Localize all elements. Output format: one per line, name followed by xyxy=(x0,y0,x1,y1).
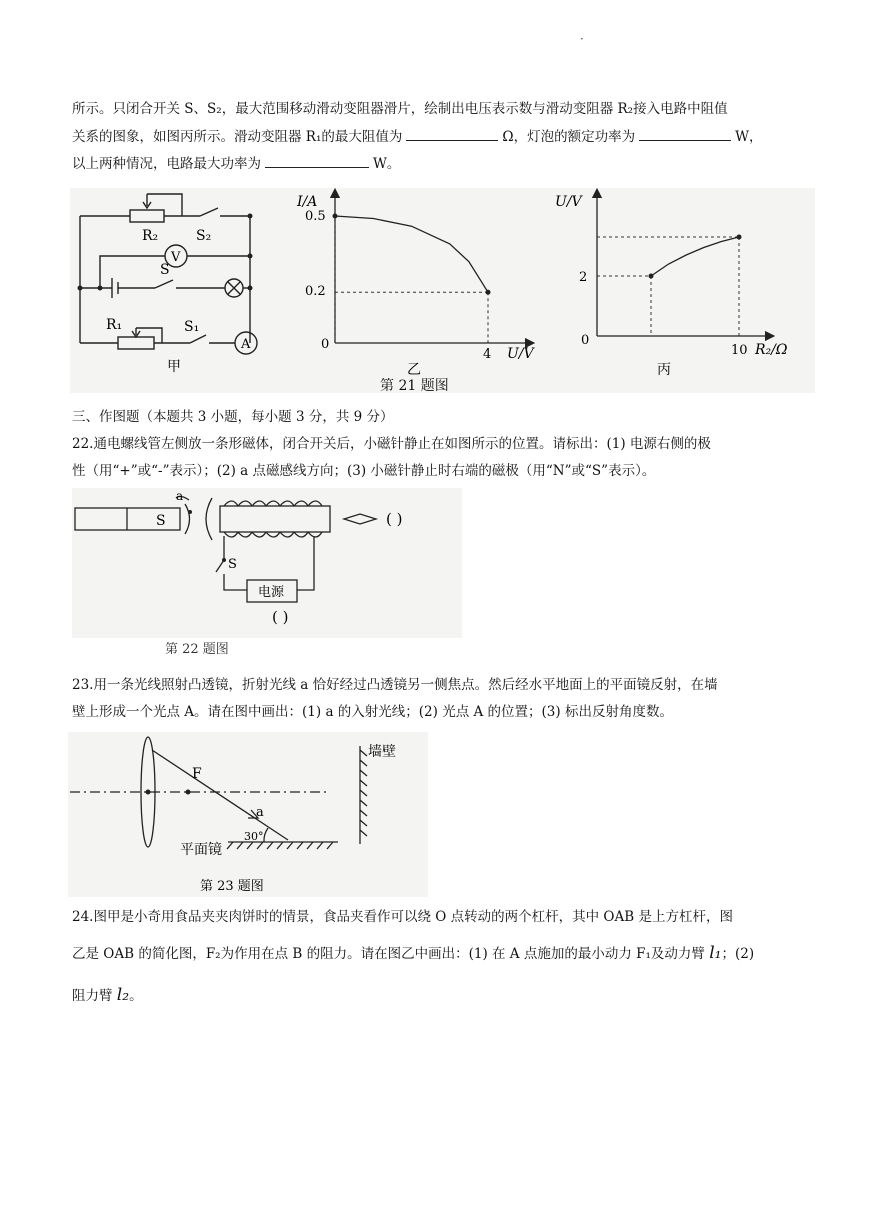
label-mirror: 平面镜 xyxy=(180,842,222,858)
q22-line-2: 性（用“+”或“-”表示）；(2) a 点磁感线方向；(3) 小磁针静止时右端的磁极（用“N”或“S”表示）。 xyxy=(72,463,656,479)
tick-y-2: 2 xyxy=(579,270,588,285)
q23-line-2: 壁上形成一个光点 A。请在图中画出：(1) a 的入射光线；(2) 光点 A 的位置；(3) 标出反射角度数。 xyxy=(72,704,673,720)
q24-line-2b: ；(2) xyxy=(721,946,755,962)
solenoid-diagram xyxy=(72,488,462,638)
solenoid xyxy=(220,506,330,532)
q23-figure xyxy=(68,732,428,897)
q21-line-3a: 以上两种情况，电路最大功率为 xyxy=(72,156,261,172)
q22-line-1: 22.通电螺线管左侧放一条形磁体，闭合开关后，小磁针静止在如图所示的位置。请标出：(1) 电源右侧的极 xyxy=(72,436,711,452)
q23-caption: 第 23 题图 xyxy=(200,879,264,894)
bing-point-1 xyxy=(737,235,742,240)
q21-circuit-figure xyxy=(70,188,285,393)
x-axis-label: R₂/Ω xyxy=(755,342,788,358)
symbol-l1: l₁ xyxy=(709,943,722,963)
q24-line-3b: 。 xyxy=(129,988,143,1004)
answer-blank-r1[interactable] xyxy=(406,127,498,141)
answer-paren-right[interactable]: ( ) xyxy=(386,510,403,528)
tick-x-10: 10 xyxy=(731,343,748,358)
label-r1: R₁ xyxy=(106,317,123,333)
tick-x-4: 4 xyxy=(483,347,492,362)
section-3-heading: 三、作图题（本题共 3 小题，每小题 3 分，共 9 分） xyxy=(72,409,394,425)
tick-origin: 0 xyxy=(321,337,330,352)
label-s1: S₁ xyxy=(184,319,200,335)
bing-point-0 xyxy=(649,274,654,279)
header-dot: · xyxy=(580,32,584,46)
caption-bing: 丙 xyxy=(657,362,671,378)
label-s2: S₂ xyxy=(196,228,212,244)
chart-bing xyxy=(545,188,815,393)
y-axis-label: U/V xyxy=(555,194,582,210)
answer-blank-max-power[interactable] xyxy=(265,154,369,168)
label-s: S xyxy=(160,262,170,278)
lens-mirror-diagram xyxy=(68,732,428,897)
tick-y-0.2: 0.2 xyxy=(305,284,326,299)
q21-graph-yi xyxy=(285,188,545,393)
label-s-magnet: S xyxy=(156,513,166,529)
q23-line-1: 23.用一条光线照射凸透镜，折射光线 a 恰好经过凸透镜另一侧焦点。然后经水平地面上的平面镜反射，在墙 xyxy=(72,677,718,693)
q21-line-2a: 关系的图象，如图丙所示。滑动变阻器 R₁的最大阻值为 xyxy=(72,129,403,145)
y-axis-label: I/A xyxy=(297,194,318,210)
q24-line-1: 24.图甲是小奇用食品夹夹肉饼时的情景，食品夹看作可以绕 O 点转动的两个杠杆，其中 OAB 是上方杠杆，图 xyxy=(72,909,733,925)
voltmeter-label: V xyxy=(171,250,181,265)
compass-needle xyxy=(344,514,376,524)
label-f: F xyxy=(192,766,202,782)
q21-graph-bing xyxy=(545,188,815,393)
circuit-diagram xyxy=(70,188,285,393)
caption-jia: 甲 xyxy=(167,359,181,375)
q21-line-2c: W， xyxy=(735,129,763,145)
q24-line-3a: 阻力臂 xyxy=(72,988,117,1004)
caption-yi: 乙 xyxy=(407,362,421,378)
q21-line-1: 所示。只闭合开关 S、S₂，最大范围移动滑动变阻器滑片，绘制出电压表示数与滑动变阻器 R₂接入电路中阻值 xyxy=(72,101,728,117)
answer-blank-lamp-power[interactable] xyxy=(639,127,731,141)
label-power: 电源 xyxy=(258,585,285,600)
label-s-switch: S xyxy=(228,557,237,572)
q24-line-2 xyxy=(72,944,754,963)
q21-figure-caption: 第 21 题图 xyxy=(380,378,449,394)
symbol-l2: l₂ xyxy=(116,985,130,1005)
tick-origin: 0 xyxy=(581,333,590,348)
series-line-yi xyxy=(335,216,488,292)
ammeter-label: A xyxy=(241,337,251,352)
q21-line-3 xyxy=(72,154,400,173)
yi-point-1 xyxy=(486,290,491,295)
q21-line-3b: W。 xyxy=(373,156,401,172)
q22-figure xyxy=(72,488,462,638)
q21-line-2b: Ω，灯泡的额定功率为 xyxy=(502,129,636,145)
label-angle: 30° xyxy=(244,830,264,843)
ray-a xyxy=(152,750,288,840)
q22-figure-caption: 第 22 题图 xyxy=(165,642,229,657)
chart-yi xyxy=(285,188,545,393)
answer-paren-bottom[interactable]: ( ) xyxy=(272,608,289,626)
label-a: a xyxy=(176,489,184,503)
label-a: a xyxy=(256,805,264,820)
yi-point-0 xyxy=(333,214,338,219)
series-line-bing xyxy=(651,237,739,276)
tick-y-0.5: 0.5 xyxy=(305,209,326,224)
q24-line-2a: 乙是 OAB 的简化图，F₂为作用在点 B 的阻力。请在图乙中画出：(1) 在 A 点施加的最小动力 F₁及动力臂 xyxy=(72,946,710,962)
q21-line-2 xyxy=(72,127,762,146)
q24-line-3 xyxy=(72,986,143,1005)
label-r2: R₂ xyxy=(142,228,159,244)
focal-point xyxy=(186,790,191,795)
label-wall: 墙壁 xyxy=(368,744,396,760)
x-axis-label: U/V xyxy=(507,346,534,362)
